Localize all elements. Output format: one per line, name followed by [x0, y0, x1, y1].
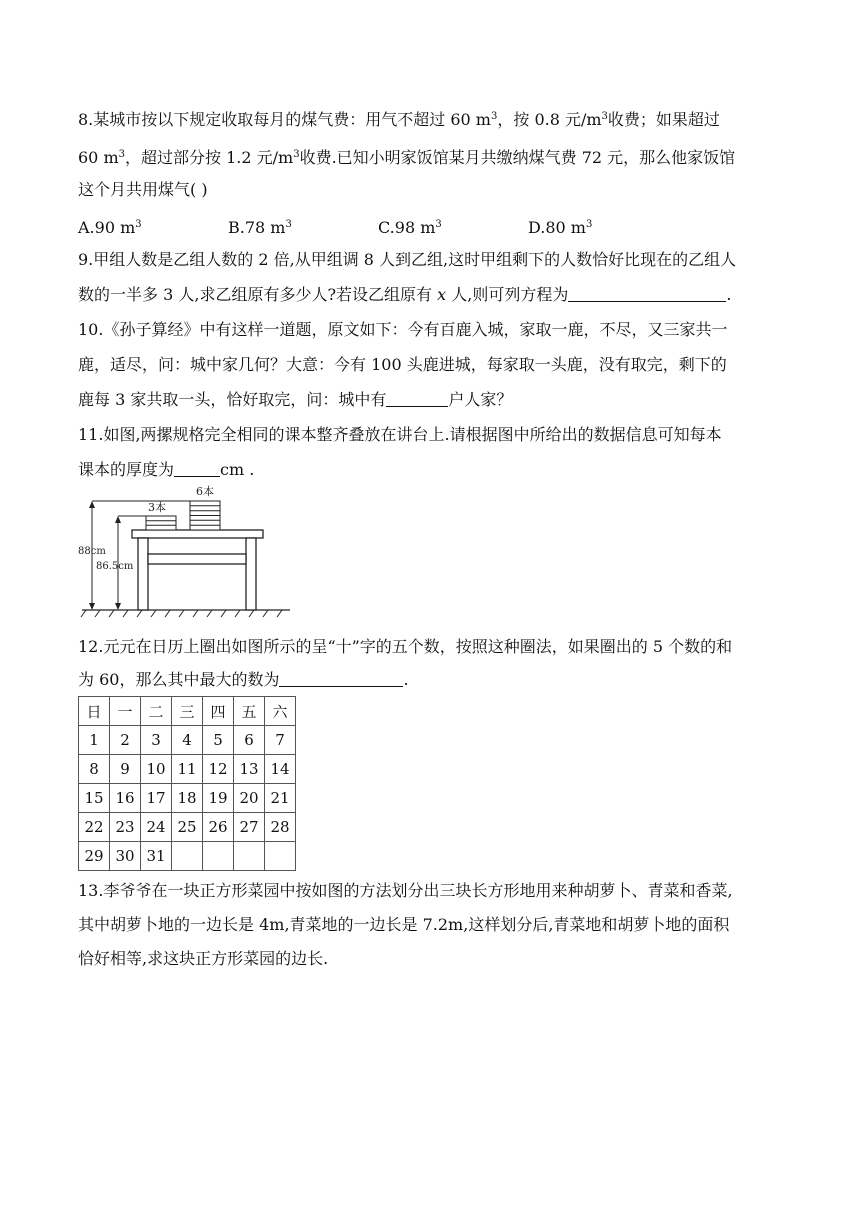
q12-answer-blank[interactable]	[279, 670, 403, 687]
q11-line-2	[78, 459, 254, 481]
superscript: 3	[490, 111, 498, 122]
label-3-books: 3本	[148, 501, 166, 514]
calendar-cell	[265, 842, 296, 871]
superscript: 3	[585, 219, 593, 230]
q12-line-1	[78, 636, 732, 658]
calendar-cell: 23	[110, 813, 141, 842]
q11-text: cm .	[220, 460, 255, 479]
book-stack-6	[190, 501, 220, 530]
book-stack-3	[146, 516, 176, 530]
superscript: 3	[118, 149, 125, 160]
calendar-cell	[203, 842, 234, 871]
variable-x: x	[437, 285, 447, 304]
calendar-row	[79, 813, 296, 842]
q8-option-d[interactable]	[528, 214, 592, 239]
superscript: 3	[435, 219, 442, 230]
q9-text: 9.甲组人数是乙组人数的 2 倍,从甲组调 8 人到乙组,这时甲组剩下的人数恰好比现在的乙组人	[78, 250, 737, 269]
ground-hatch	[81, 610, 282, 617]
calendar-cell: 27	[234, 813, 265, 842]
q11-text: 课本的厚度为	[78, 460, 175, 479]
calendar-cell: 31	[141, 842, 172, 871]
calendar-cell: 7	[265, 726, 296, 755]
calendar-row	[79, 842, 296, 871]
calendar-cell: 15	[79, 784, 110, 813]
q13-line-1	[78, 880, 733, 902]
calendar-row	[79, 755, 296, 784]
label-86-5cm: 86.5cm	[96, 561, 134, 572]
q8-text: 这个月共用煤气( )	[78, 180, 208, 199]
calendar-cell: 24	[141, 813, 172, 842]
calendar-cell: 6	[234, 726, 265, 755]
calendar-cell: 30	[110, 842, 141, 871]
calendar-cell: 17	[141, 784, 172, 813]
calendar-cell	[172, 842, 203, 871]
calendar-row	[79, 784, 296, 813]
superscript: 3	[293, 149, 300, 160]
calendar-cell: 16	[110, 784, 141, 813]
calendar-cell: 20	[234, 784, 265, 813]
label-88cm: 88cm	[78, 546, 106, 557]
q12-line-2	[78, 669, 409, 691]
q11-text: 11.如图,两摞规格完全相同的课本整齐叠放在讲台上.请根据图中所给出的数据信息可知每本	[78, 425, 722, 444]
calendar-cell: 4	[172, 726, 203, 755]
q8-line-3	[78, 179, 208, 201]
period: .	[726, 285, 732, 304]
q8-text: 60 m	[78, 148, 119, 167]
desk	[132, 530, 263, 610]
q9-answer-blank[interactable]	[568, 285, 726, 302]
calendar-cell: 10	[141, 755, 172, 784]
calendar-cell: 11	[172, 755, 203, 784]
q13-line-2	[78, 914, 729, 936]
calendar-header-row	[79, 697, 296, 726]
calendar-header-cell: 二	[141, 697, 172, 726]
calendar-cell: 8	[79, 755, 110, 784]
calendar-cell	[234, 842, 265, 871]
q8-line-2	[78, 144, 735, 169]
q8-text: ，超过部分按 1.2 元/m	[125, 148, 294, 167]
calendar-cell: 14	[265, 755, 296, 784]
q8-text: 8.某城市按以下规定收取每月的煤气费：用气不超过 60 m	[78, 110, 491, 129]
option-label: C.98 m	[378, 218, 436, 237]
q11-line-1	[78, 424, 722, 446]
q13-text: 其中胡萝卜地的一边长是 4m,青菜地的一边长是 7.2m,这样划分后,青菜地和胡萝卜地的面积	[78, 915, 730, 934]
q10-line-3	[78, 389, 512, 411]
calendar-cell: 29	[79, 842, 110, 871]
calendar-cell: 2	[110, 726, 141, 755]
q9-text: 人,则可列方程为	[451, 285, 569, 304]
calendar-cell: 22	[79, 813, 110, 842]
superscript: 3	[285, 219, 292, 230]
label-6-books: 6本	[196, 485, 214, 498]
q10-answer-blank[interactable]	[386, 390, 448, 407]
q10-text: 鹿每 3 家共取一头，恰好取完，问：城中有	[78, 390, 387, 409]
option-label: D.80 m	[528, 218, 586, 237]
calendar-row	[79, 726, 296, 755]
calendar-cell: 21	[265, 784, 296, 813]
q8-option-b[interactable]	[228, 214, 292, 239]
calendar-cell: 18	[172, 784, 203, 813]
q8-text: ，按 0.8 元/m	[497, 110, 602, 129]
q10-text: 鹿，适尽，问：城中家几何？大意：今有 100 头鹿进城，每家取一头鹿，没有取完，剩下的	[78, 355, 727, 374]
calendar-cell: 26	[203, 813, 234, 842]
calendar-cell: 19	[203, 784, 234, 813]
option-label: B.78 m	[228, 218, 286, 237]
calendar-cell: 25	[172, 813, 203, 842]
calendar-header-cell: 日	[79, 697, 110, 726]
q10-text: 10.《孙子算经》中有这样一道题，原文如下：今有百鹿入城，家取一鹿，不尽，又三家共一	[78, 320, 728, 339]
calendar-table	[78, 696, 296, 871]
calendar-cell: 9	[110, 755, 141, 784]
superscript: 3	[135, 219, 142, 230]
q11-answer-blank[interactable]	[174, 460, 220, 477]
calendar-cell: 12	[203, 755, 234, 784]
q8-option-c[interactable]	[378, 214, 442, 239]
calendar-header-cell: 三	[172, 697, 203, 726]
calendar-cell: 28	[265, 813, 296, 842]
q12-text: 为 60，那么其中最大的数为	[78, 670, 280, 689]
calendar-cell: 3	[141, 726, 172, 755]
option-label: A.90 m	[78, 218, 136, 237]
calendar-header-cell: 四	[203, 697, 234, 726]
q12-text: 12.元元在日历上圈出如图所示的呈“十”字的五个数，按照这种圈法，如果圈出的 5 个数的和	[78, 637, 733, 656]
calendar-header-cell: 一	[110, 697, 141, 726]
q10-line-2	[78, 354, 727, 376]
calendar-cell: 1	[79, 726, 110, 755]
q10-line-1	[78, 319, 727, 341]
q8-text: 收费；如果超过	[607, 110, 720, 129]
q8-option-a[interactable]	[78, 214, 142, 239]
calendar-cell: 5	[203, 726, 234, 755]
q9-text: 数的一半多 3 人,求乙组原有多少人?若设乙组原有	[78, 285, 433, 304]
q13-text: 13.李爷爷在一块正方形菜园中按如图的方法划分出三块长方形地用来种胡萝卜、青菜和香菜,	[78, 881, 733, 900]
period: .	[403, 670, 409, 689]
q13-line-3	[78, 948, 328, 970]
q9-line-2	[78, 284, 731, 306]
q8-text: 收费.已知小明家饭馆某月共缴纳煤气费 72 元，那么他家饭馆	[299, 148, 736, 167]
calendar-header-cell: 五	[234, 697, 265, 726]
q10-text: 户人家？	[448, 390, 513, 409]
desk-books-figure	[78, 480, 298, 620]
q13-text: 恰好相等,求这块正方形菜园的边长.	[78, 949, 329, 968]
q8-line-1	[78, 106, 720, 131]
q9-line-1	[78, 249, 736, 271]
calendar-header-cell: 六	[265, 697, 296, 726]
calendar-cell: 13	[234, 755, 265, 784]
superscript: 3	[601, 111, 608, 122]
